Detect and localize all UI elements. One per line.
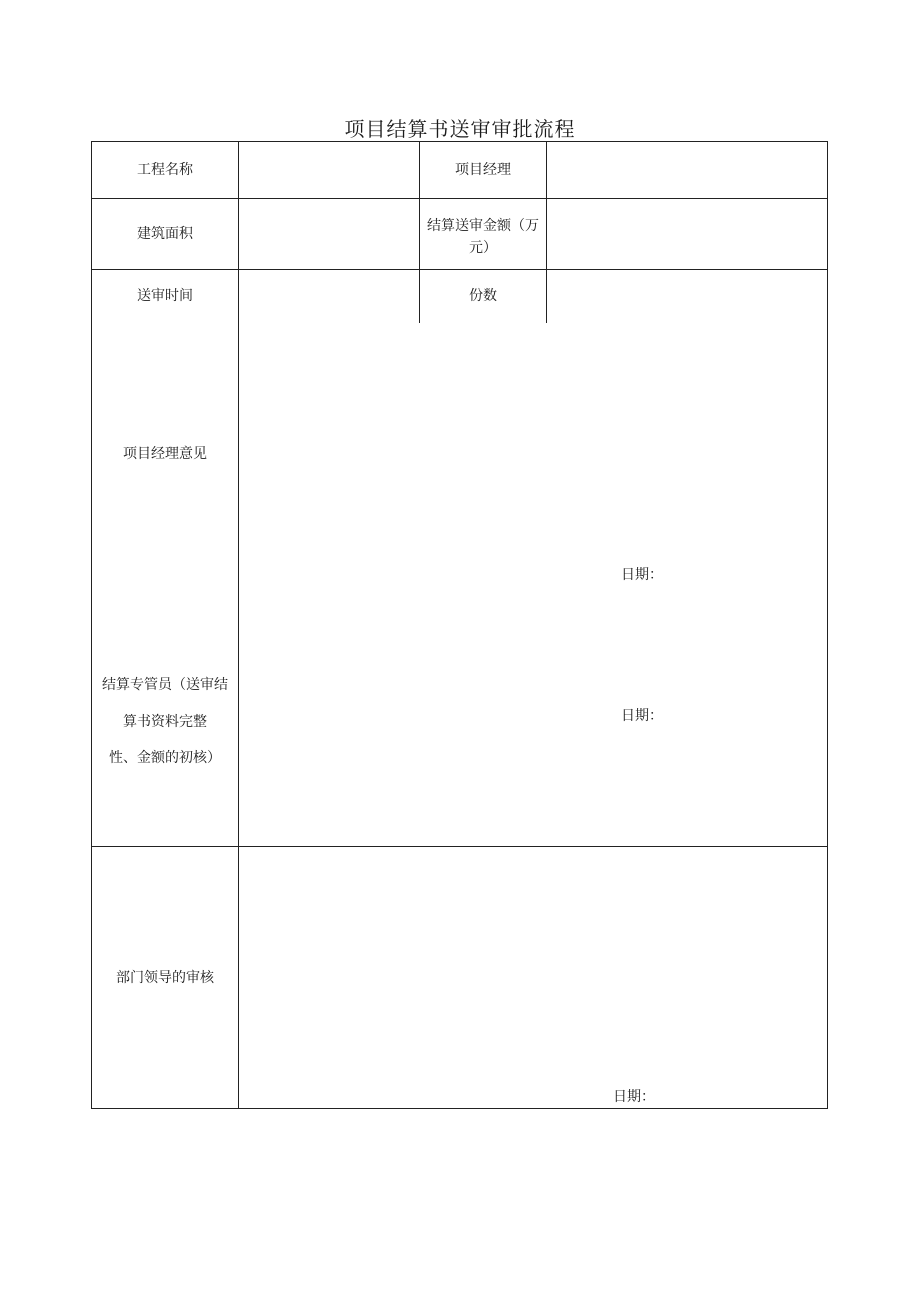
pm-opinion-label: 项目经理意见 — [123, 446, 207, 462]
specialist-label-line2: 算书资料完整 — [123, 714, 207, 730]
settlement-amount-label: 结算送审金额（万元） — [427, 218, 539, 256]
row-divider-2 — [92, 269, 827, 270]
dept-review-label: 部门领导的审核 — [116, 970, 214, 986]
row-divider-3 — [92, 846, 827, 847]
row-divider-1 — [92, 198, 827, 199]
specialist-label-line3: 性、金额的初核） — [109, 750, 221, 766]
pm-opinion-date-label: 日期： — [621, 567, 663, 583]
column-divider-label — [238, 142, 239, 1108]
building-area-label: 建筑面积 — [137, 226, 193, 242]
page-title: 项目结算书送审审批流程 — [344, 117, 576, 141]
copies-label: 份数 — [469, 288, 497, 304]
project-name-label: 工程名称 — [137, 162, 193, 178]
project-manager-label: 项目经理 — [455, 162, 511, 178]
submit-time-label: 送审时间 — [137, 288, 193, 304]
dept-review-date-label: 日期： — [613, 1089, 655, 1105]
specialist-date-label: 日期： — [621, 708, 663, 724]
column-divider-right — [546, 142, 547, 323]
specialist-label-line1: 结算专管员（送审结 — [102, 677, 228, 693]
approval-form-table — [91, 141, 828, 1109]
